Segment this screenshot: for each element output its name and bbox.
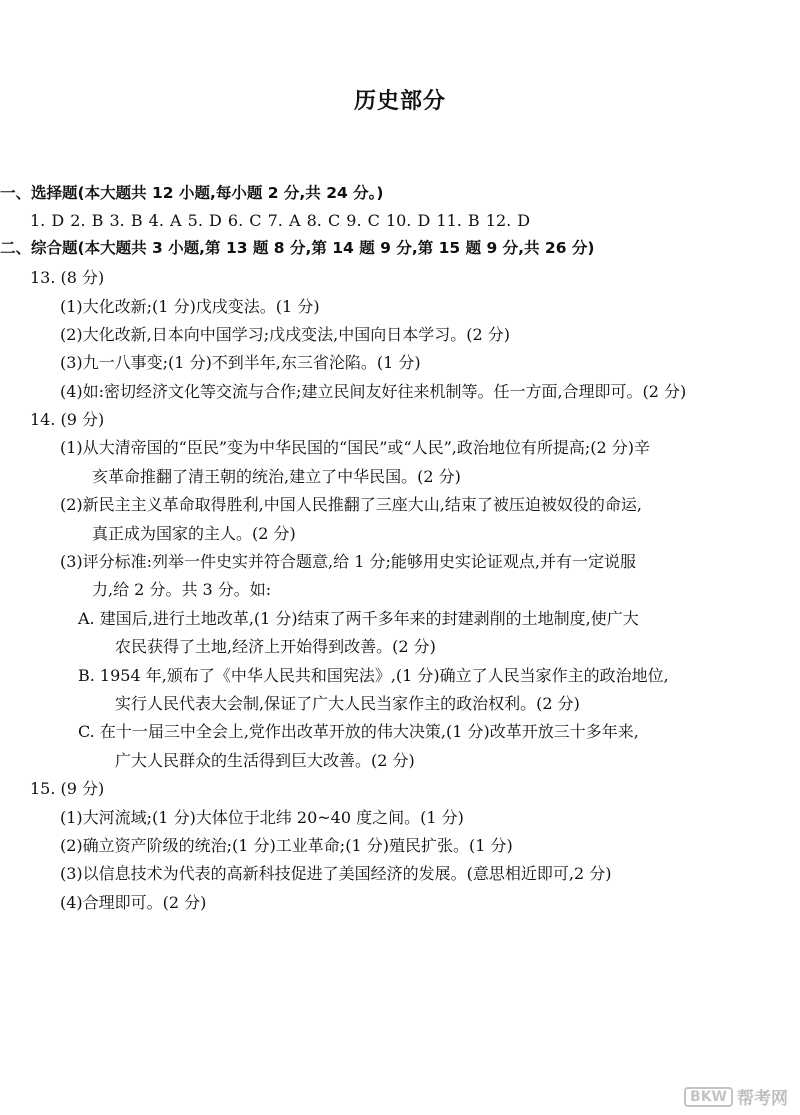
q13-line-1: (1)大化改新;(1 分)戊戌变法。(1 分) (60, 297, 320, 316)
q14-label: 14. (9 分) (30, 410, 105, 429)
page-title: 历史部分 (353, 89, 446, 114)
q13-line-4: (4)如:密切经济文化等交流与合作;建立民间友好往来机制等。任一方面,合理即可。(2 分) (60, 382, 687, 401)
q14-a-line-2: 农民获得了土地,经济上开始得到改善。(2 分) (115, 637, 436, 656)
watermark (684, 1084, 788, 1109)
q15-line-2: (2)确立资产阶级的统治;(1 分)工业革命;(1 分)殖民扩张。(1 分) (60, 836, 513, 855)
q14-c-line-2: 广大人民群众的生活得到巨大改善。(2 分) (115, 751, 415, 770)
q14-b-line-2: 实行人民代表大会制,保证了广大人民当家作主的政治权利。(2 分) (115, 694, 580, 713)
q15-line-1: (1)大河流域;(1 分)大体位于北纬 20~40 度之间。(1 分) (60, 808, 464, 827)
q15-label: 15. (9 分) (30, 779, 105, 798)
q14-p2-line-2: 真正成为国家的主人。(2 分) (92, 524, 296, 543)
watermark-brand: 帮考网 (737, 1089, 788, 1109)
q14-p2-line-1: (2)新民主主义革命取得胜利,中国人民推翻了三座大山,结束了被压迫被奴役的命运, (60, 495, 642, 514)
q14-a-line-1: A. 建国后,进行土地改革,(1 分)结束了两千多年来的封建剥削的土地制度,使广大 (78, 609, 639, 628)
q14-b-line-1: B. 1954 年,颁布了《中华人民共和国宪法》,(1 分)确立了人民当家作主的政治地位, (78, 666, 669, 685)
q14-c-line-1: C. 在十一届三中全会上,党作出改革开放的伟大决策,(1 分)改革开放三十多年来, (78, 722, 639, 741)
section2-heading: 二、综合题(本大题共 3 小题,第 13 题 8 分,第 14 题 9 分,第 15 题 9 分,共 26 分) (0, 239, 595, 257)
section1-answers: 1. D 2. B 3. B 4. A 5. D 6. C 7. A 8. C 9. C 10. D 11. B 12. D (30, 211, 531, 230)
q14-p3-line-1: (3)评分标准:列举一件史实并符合题意,给 1 分;能够用史实论证观点,并有一定说服 (60, 552, 636, 571)
q14-p3-line-2: 力,给 2 分。共 3 分。如: (92, 580, 272, 599)
watermark-logo: BKW (684, 1087, 733, 1107)
q13-line-3: (3)九一八事变;(1 分)不到半年,东三省沦陷。(1 分) (60, 353, 421, 372)
q15-line-3: (3)以信息技术为代表的高新科技促进了美国经济的发展。(意思相近即可,2 分) (60, 864, 612, 883)
q13-label: 13. (8 分) (30, 268, 105, 287)
section1-heading: 一、选择题(本大题共 12 小题,每小题 2 分,共 24 分。) (0, 184, 384, 202)
q14-p1-line-2: 亥革命推翻了清王朝的统治,建立了中华民国。(2 分) (92, 467, 461, 486)
q14-p1-line-1: (1)从大清帝国的“臣民”变为中华民国的“国民”或“人民”,政治地位有所提高;(2 分)辛 (60, 438, 650, 457)
q15-line-4: (4)合理即可。(2 分) (60, 893, 207, 912)
q13-line-2: (2)大化改新,日本向中国学习;戊戌变法,中国向日本学习。(2 分) (60, 325, 510, 344)
